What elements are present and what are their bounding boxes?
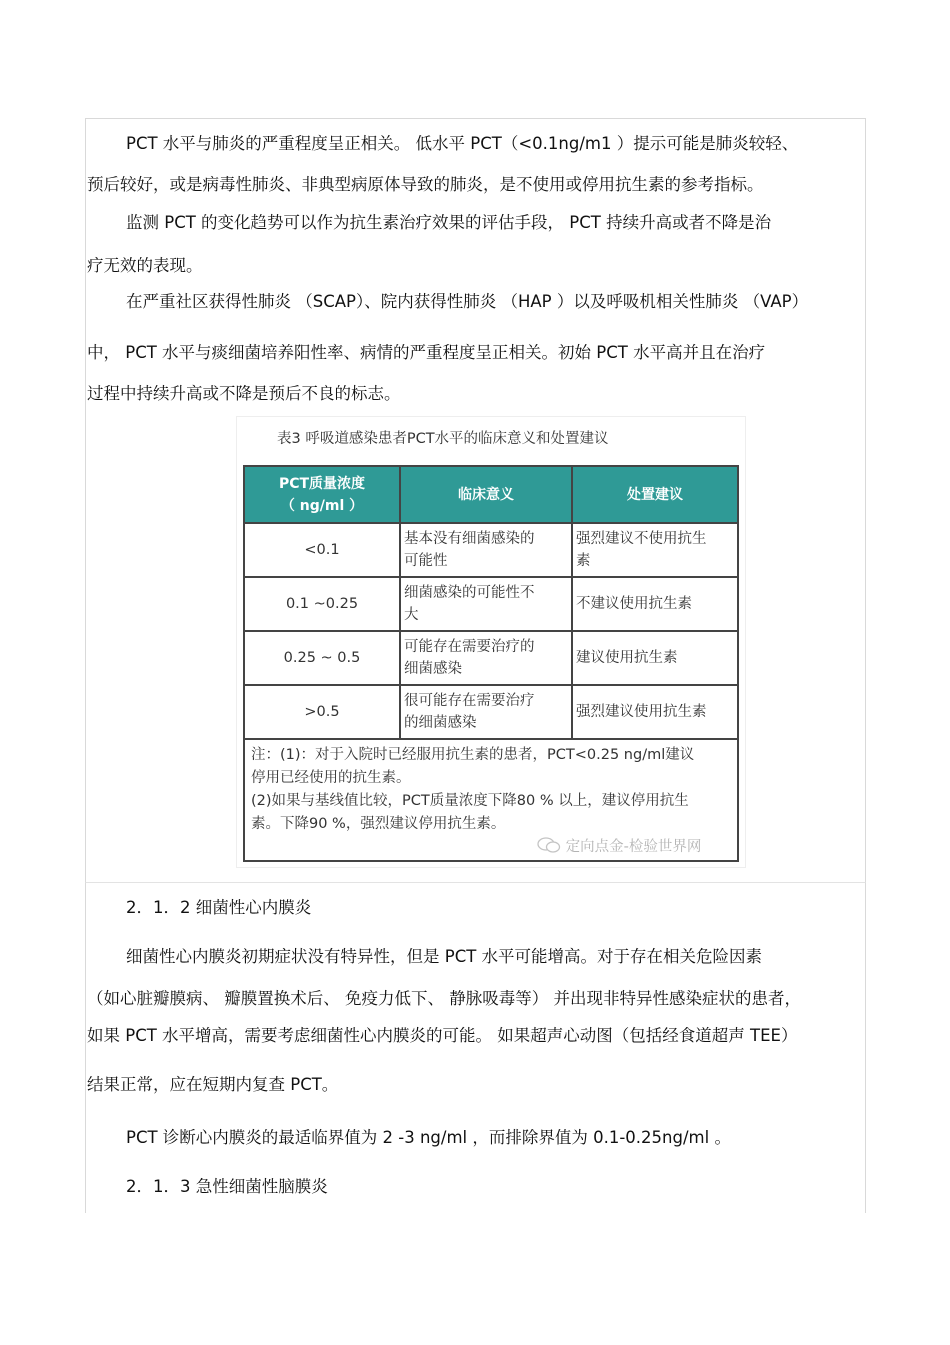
- header-label: PCT质量浓度: [278, 475, 366, 492]
- cell-text: 细菌感染: [404, 661, 462, 677]
- cell-text: 强烈建议不使用抗生: [576, 531, 707, 547]
- cell-range: >0.5: [244, 685, 400, 739]
- cell-range: 0.25 ~ 0.5: [244, 631, 400, 685]
- note-line: 注：(1)：对于入院时已经服用抗生素的患者，PCT<0.25 ng/ml建议: [251, 747, 695, 763]
- cell-advice: [572, 685, 738, 739]
- table-row: [244, 631, 738, 685]
- note-line: 停用已经使用的抗生素。: [251, 770, 411, 786]
- table-row: [244, 523, 738, 577]
- section-heading: 2．1．3 急性细菌性脑膜炎: [126, 1177, 328, 1196]
- paragraph-line: 结果正常，应在短期内复查 PCT。: [87, 1075, 339, 1094]
- cell-text: 可能性: [404, 553, 448, 569]
- header-unit: （ ng/ml ）: [280, 497, 364, 514]
- cell-range: 0.1 ~0.25: [244, 577, 400, 631]
- table-3-figure: [236, 416, 746, 868]
- paragraph-line: 预后较好，或是病毒性肺炎、非典型病原体导致的肺炎，是不使用或停用抗生素的参考指标。: [87, 175, 764, 194]
- table-header-row: [244, 466, 738, 523]
- cell-text: 可能存在需要治疗的: [404, 639, 535, 655]
- paragraph-line: 过程中持续升高或不降是预后不良的标志。: [87, 384, 401, 403]
- cell-meaning: [400, 577, 572, 631]
- table-row: [244, 685, 738, 739]
- paragraph-line: 细菌性心内膜炎初期症状没有特异性，但是 PCT 水平可能增高。对于存在相关危险因素: [126, 947, 763, 966]
- cell-meaning: [400, 631, 572, 685]
- header-advice: 处置建议: [572, 466, 738, 523]
- cell-text: 大: [404, 607, 419, 623]
- cell-text: 不建议使用抗生素: [576, 596, 692, 612]
- paragraph-line: 如果 PCT 水平增高，需要考虑细菌性心内膜炎的可能。 如果超声心动图（包括经食道超声 TEE）: [87, 1026, 798, 1045]
- cell-meaning: [400, 523, 572, 577]
- cell-text: 的细菌感染: [404, 715, 477, 731]
- watermark: [537, 835, 701, 856]
- cell-text: 细菌感染的可能性不: [404, 585, 535, 601]
- wechat-icon: [537, 839, 566, 855]
- cell-advice: [572, 523, 738, 577]
- paragraph-line: PCT 水平与肺炎的严重程度呈正相关。 低水平 PCT（<0.1ng/m1 ）提示可能是肺炎较轻、: [126, 134, 799, 153]
- cell-text: 强烈建议使用抗生素: [576, 704, 707, 720]
- pct-table: [243, 465, 739, 862]
- cell-text: 建议使用抗生素: [576, 650, 678, 666]
- paragraph-line: 监测 PCT 的变化趋势可以作为抗生素治疗效果的评估手段， PCT 持续升高或者不降是治: [126, 213, 772, 232]
- paragraph-line: 疗无效的表现。: [87, 256, 203, 275]
- cell-meaning: [400, 685, 572, 739]
- cell-text: 基本没有细菌感染的: [404, 531, 535, 547]
- paragraph-line: （如心脏瓣膜病、 瓣膜置换术后、 免疫力低下、 静脉吸毒等） 并出现非特异性感染症状的患者，: [87, 989, 801, 1008]
- paragraph-line: PCT 诊断心内膜炎的最适临界值为 2 -3 ng/ml ，而排除界值为 0.1-0.25ng/ml 。: [126, 1128, 731, 1147]
- note-line: 素。下降90 %，强烈建议停用抗生素。: [251, 816, 506, 832]
- header-clinical-meaning: 临床意义: [400, 466, 572, 523]
- cell-text: 素: [576, 553, 591, 569]
- table-row: [244, 577, 738, 631]
- note-line: (2)如果与基线值比较，PCT质量浓度下降80 % 以上，建议停用抗生: [251, 793, 689, 809]
- lower-content-frame: [85, 882, 866, 1213]
- table-title: 表3 呼吸道感染患者PCT水平的临床意义和处置建议: [277, 431, 609, 447]
- paragraph-line: 中， PCT 水平与痰细菌培养阳性率、病情的严重程度呈正相关。初始 PCT 水平高并且在治疗: [87, 343, 766, 362]
- header-pct-concentration: [244, 466, 400, 523]
- cell-advice: [572, 631, 738, 685]
- cell-advice: [572, 577, 738, 631]
- section-heading: 2．1．2 细菌性心内膜炎: [126, 898, 312, 917]
- cell-text: 很可能存在需要治疗: [404, 693, 535, 709]
- paragraph-line: 在严重社区获得性肺炎 （SCAP）、院内获得性肺炎 （HAP ）以及呼吸机相关性肺炎 （VAP）: [126, 292, 809, 311]
- cell-range: <0.1: [244, 523, 400, 577]
- watermark-text: 定向点金-检验世界网: [565, 839, 702, 855]
